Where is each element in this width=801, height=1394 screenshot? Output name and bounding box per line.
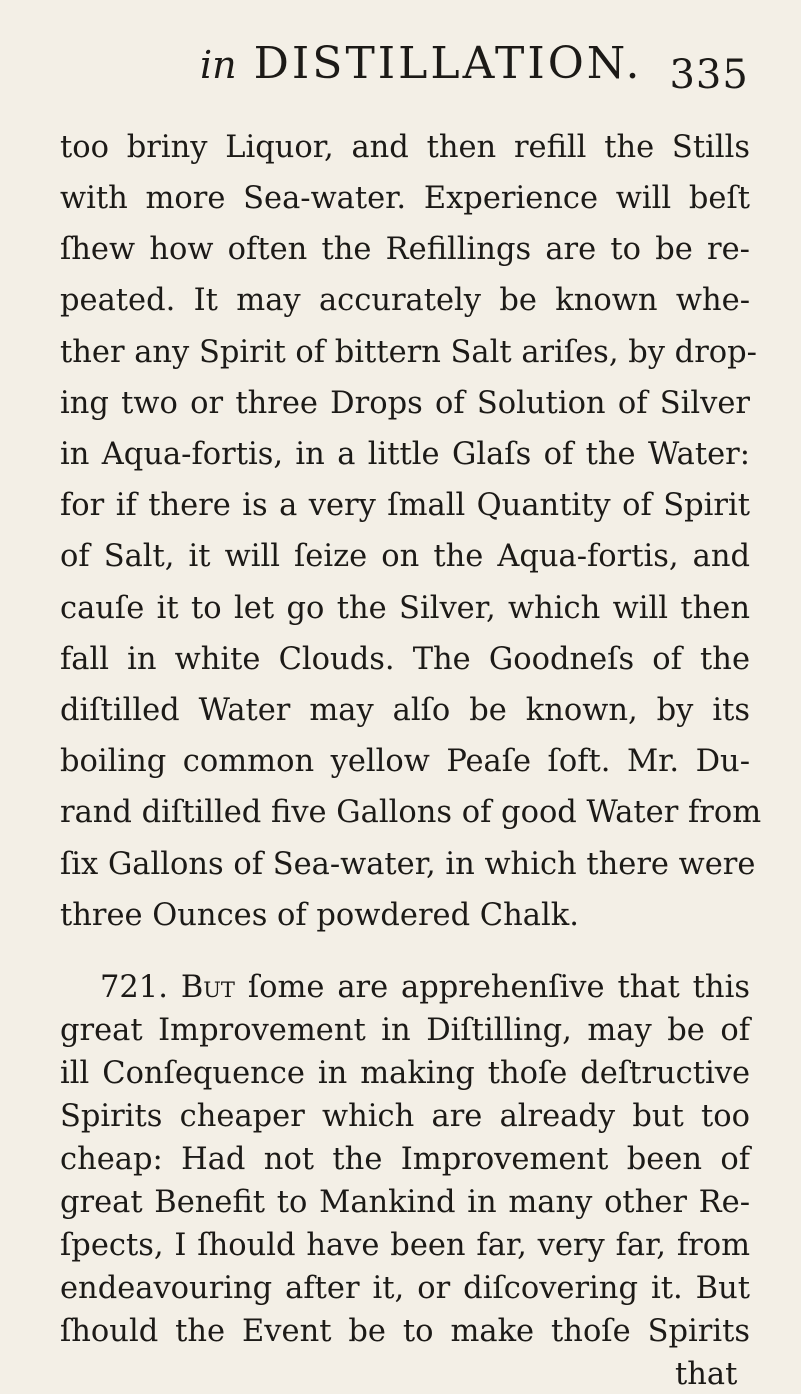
text-line: ſhould the Event be to make thoſe Spirits: [60, 1314, 750, 1349]
text-line: of Salt, it will ſeize on the Aqua-fortis, and: [60, 539, 750, 574]
page-number: 335: [669, 52, 749, 98]
text-line: ill Conſequence in making thoſe deſtructive: [60, 1056, 750, 1091]
paragraph-number: 721.: [100, 970, 168, 1005]
text-line: ing two or three Drops of Solution of Silver: [60, 386, 750, 421]
header-title: DISTILLATION.: [253, 38, 643, 89]
text-line: diſtilled Water may alſo be known, by its: [60, 693, 750, 728]
text-line: for if there is a very ſmall Quantity of Spirit: [60, 488, 750, 523]
text-line: with more Sea-water. Experience will beſt: [60, 181, 750, 216]
text-line: rand diſtilled five Gallons of good Water from: [60, 795, 762, 830]
catchword: that: [675, 1357, 738, 1392]
text-line: ſix Gallons of Sea-water, in which there were: [60, 847, 756, 882]
text-line: peated. It may accurately be known whe-: [60, 283, 750, 318]
text-line: ſhew how often the Refillings are to be re-: [60, 232, 750, 267]
text-line: boiling common yellow Peaſe ſoft. Mr. Du-: [60, 744, 750, 779]
text-line: great Benefit to Mankind in many other Re-: [60, 1185, 750, 1220]
text-line: cauſe it to let go the Silver, which will then: [60, 591, 750, 626]
text-line: great Improvement in Diſtilling, may be of: [60, 1013, 750, 1048]
text-line: too briny Liquor, and then refill the Stills: [60, 130, 750, 165]
text-line: cheap: Had not the Improvement been of: [60, 1142, 750, 1177]
header-prefix: in: [200, 43, 237, 87]
text-line: fall in white Clouds. The Goodneſs of the: [60, 642, 750, 677]
text-line: ſpects, I ſhould have been far, very far, from: [60, 1228, 750, 1263]
paragraph-first-text: ſome are apprehenſive that this: [247, 970, 750, 1005]
text-line: Spirits cheaper which are already but too: [60, 1099, 750, 1134]
paragraph-first-line: [100, 970, 750, 1005]
running-header: [200, 38, 749, 98]
text-line: three Ounces of powdered Chalk.: [60, 898, 579, 933]
text-line: endeavouring after it, or diſcovering it. But: [60, 1271, 750, 1306]
paragraph-lead-word: But: [180, 970, 235, 1005]
text-line: in Aqua-fortis, in a little Glaſs of the Water:: [60, 437, 750, 472]
text-line: ther any Spirit of bittern Salt ariſes, by drop-: [60, 335, 757, 370]
